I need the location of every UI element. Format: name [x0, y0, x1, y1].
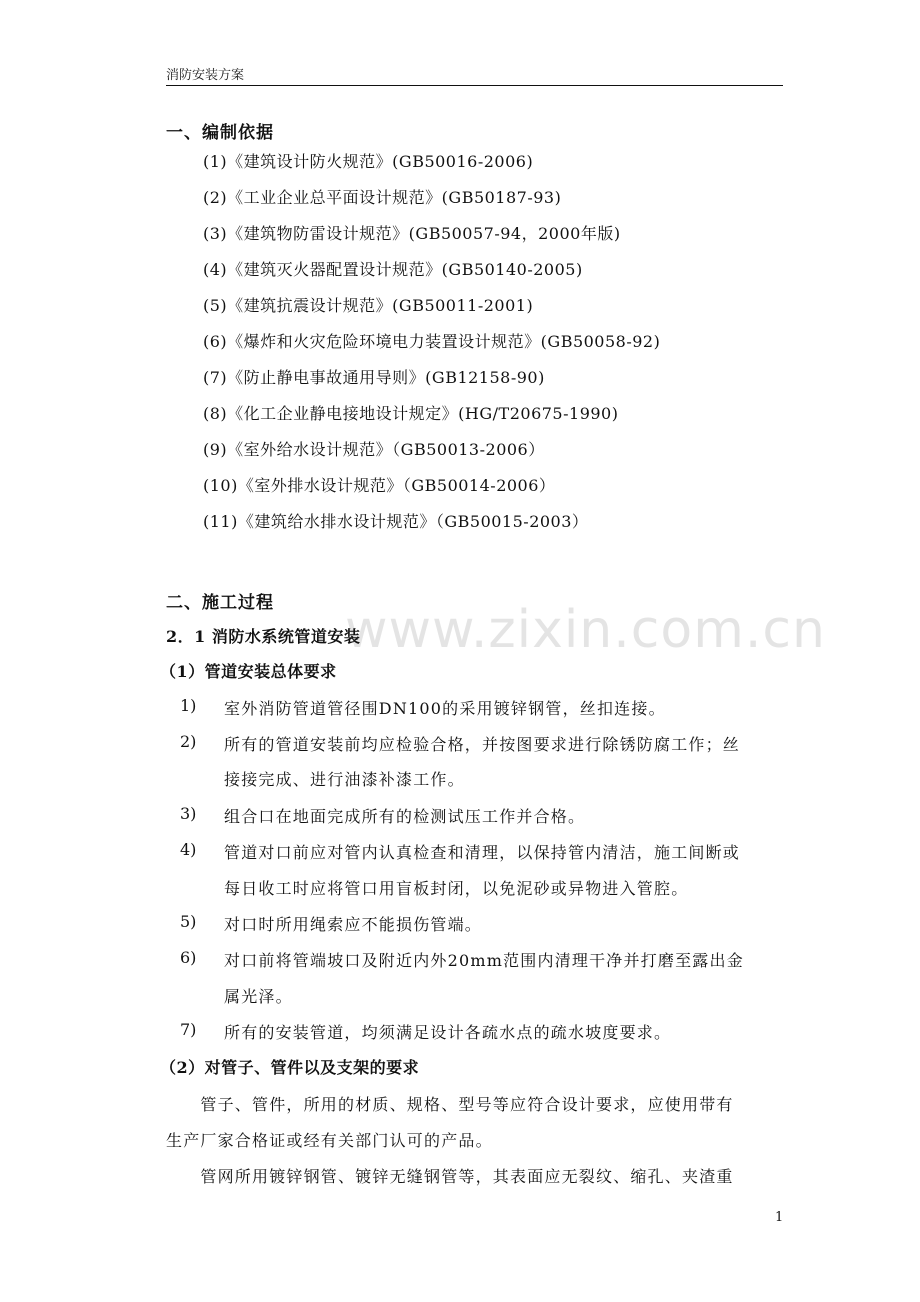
- paragraph-line: 生产厂家合格证或经有关部门认可的产品。: [166, 1131, 493, 1150]
- reference-item: (11)《建筑给水排水设计规范》（GB50015-2003）: [203, 512, 589, 531]
- section-heading-basis: 一、编制依据: [166, 123, 274, 143]
- paragraph-line: 管子、管件，所用的材质、规格、型号等应符合设计要求，应使用带有: [166, 1095, 734, 1114]
- header-rule: [166, 85, 783, 86]
- reference-item: (4)《建筑灭火器配置设计规范》(GB50140-2005): [203, 260, 583, 279]
- list-item-line: 对口前将管端坡口及附近内外20mm范围内清理干净并打磨至露出金: [224, 951, 744, 970]
- list-number: 1): [180, 696, 197, 715]
- reference-item: (8)《化工企业静电接地设计规定》(HG/T20675-1990): [203, 404, 619, 423]
- list-number: 2): [180, 732, 197, 751]
- list-item-line: 所有的安装管道，均须满足设计各疏水点的疏水坡度要求。: [224, 1023, 672, 1042]
- reference-item: (10)《室外排水设计规范》（GB50014-2006）: [203, 476, 556, 495]
- part-heading-general: （1）管道安装总体要求: [160, 662, 337, 681]
- list-item-line: 所有的管道安装前均应检验合格，并按图要求进行除锈防腐工作；丝: [224, 735, 741, 754]
- list-number: 7): [180, 1020, 197, 1039]
- list-item-line: 管道对口前应对管内认真检查和清理，以保持管内清洁，施工间断或: [224, 843, 741, 862]
- list-number: 4): [180, 840, 197, 859]
- list-number: 3): [180, 804, 197, 823]
- list-item-line: 每日收工时应将管口用盲板封闭，以免泥砂或异物进入管腔。: [224, 879, 689, 898]
- page-number: 1: [775, 1210, 784, 1225]
- running-header: 消防安装方案: [166, 68, 245, 83]
- reference-item: (5)《建筑抗震设计规范》(GB50011-2001): [203, 296, 534, 315]
- list-number: 5): [180, 912, 197, 931]
- subsection-heading: 2．1 消防水系统管道安装: [166, 627, 361, 646]
- list-item-line: 接接完成、进行油漆补漆工作。: [224, 770, 465, 789]
- reference-item: (9)《室外给水设计规范》（GB50013-2006）: [203, 440, 545, 459]
- reference-item: (1)《建筑设计防火规范》(GB50016-2006): [203, 152, 534, 171]
- section-heading-process: 二、施工过程: [166, 593, 274, 613]
- part-heading-materials: （2）对管子、管件以及支架的要求: [160, 1058, 420, 1077]
- reference-item: (3)《建筑物防雷设计规范》(GB50057-94，2000年版): [203, 224, 621, 243]
- list-item-line: 属光泽。: [224, 987, 293, 1006]
- reference-item: (2)《工业企业总平面设计规范》(GB50187-93): [203, 188, 562, 207]
- reference-item: (7)《防止静电事故通用导则》(GB12158-90): [203, 368, 545, 387]
- paragraph-line: 管网所用镀锌钢管、镀锌无缝钢管等，其表面应无裂纹、缩孔、夹渣重: [166, 1167, 734, 1186]
- reference-item: (6)《爆炸和火灾危险环境电力装置设计规范》(GB50058-92): [203, 332, 661, 351]
- list-item-line: 组合口在地面完成所有的检测试压工作并合格。: [224, 807, 586, 826]
- list-item-line: 对口时所用绳索应不能损伤管端。: [224, 915, 483, 934]
- list-number: 6): [180, 948, 197, 967]
- list-item-line: 室外消防管道管径围DN100的采用镀锌钢管，丝扣连接。: [224, 699, 666, 718]
- watermark: www.zixin.com.cn: [345, 600, 826, 660]
